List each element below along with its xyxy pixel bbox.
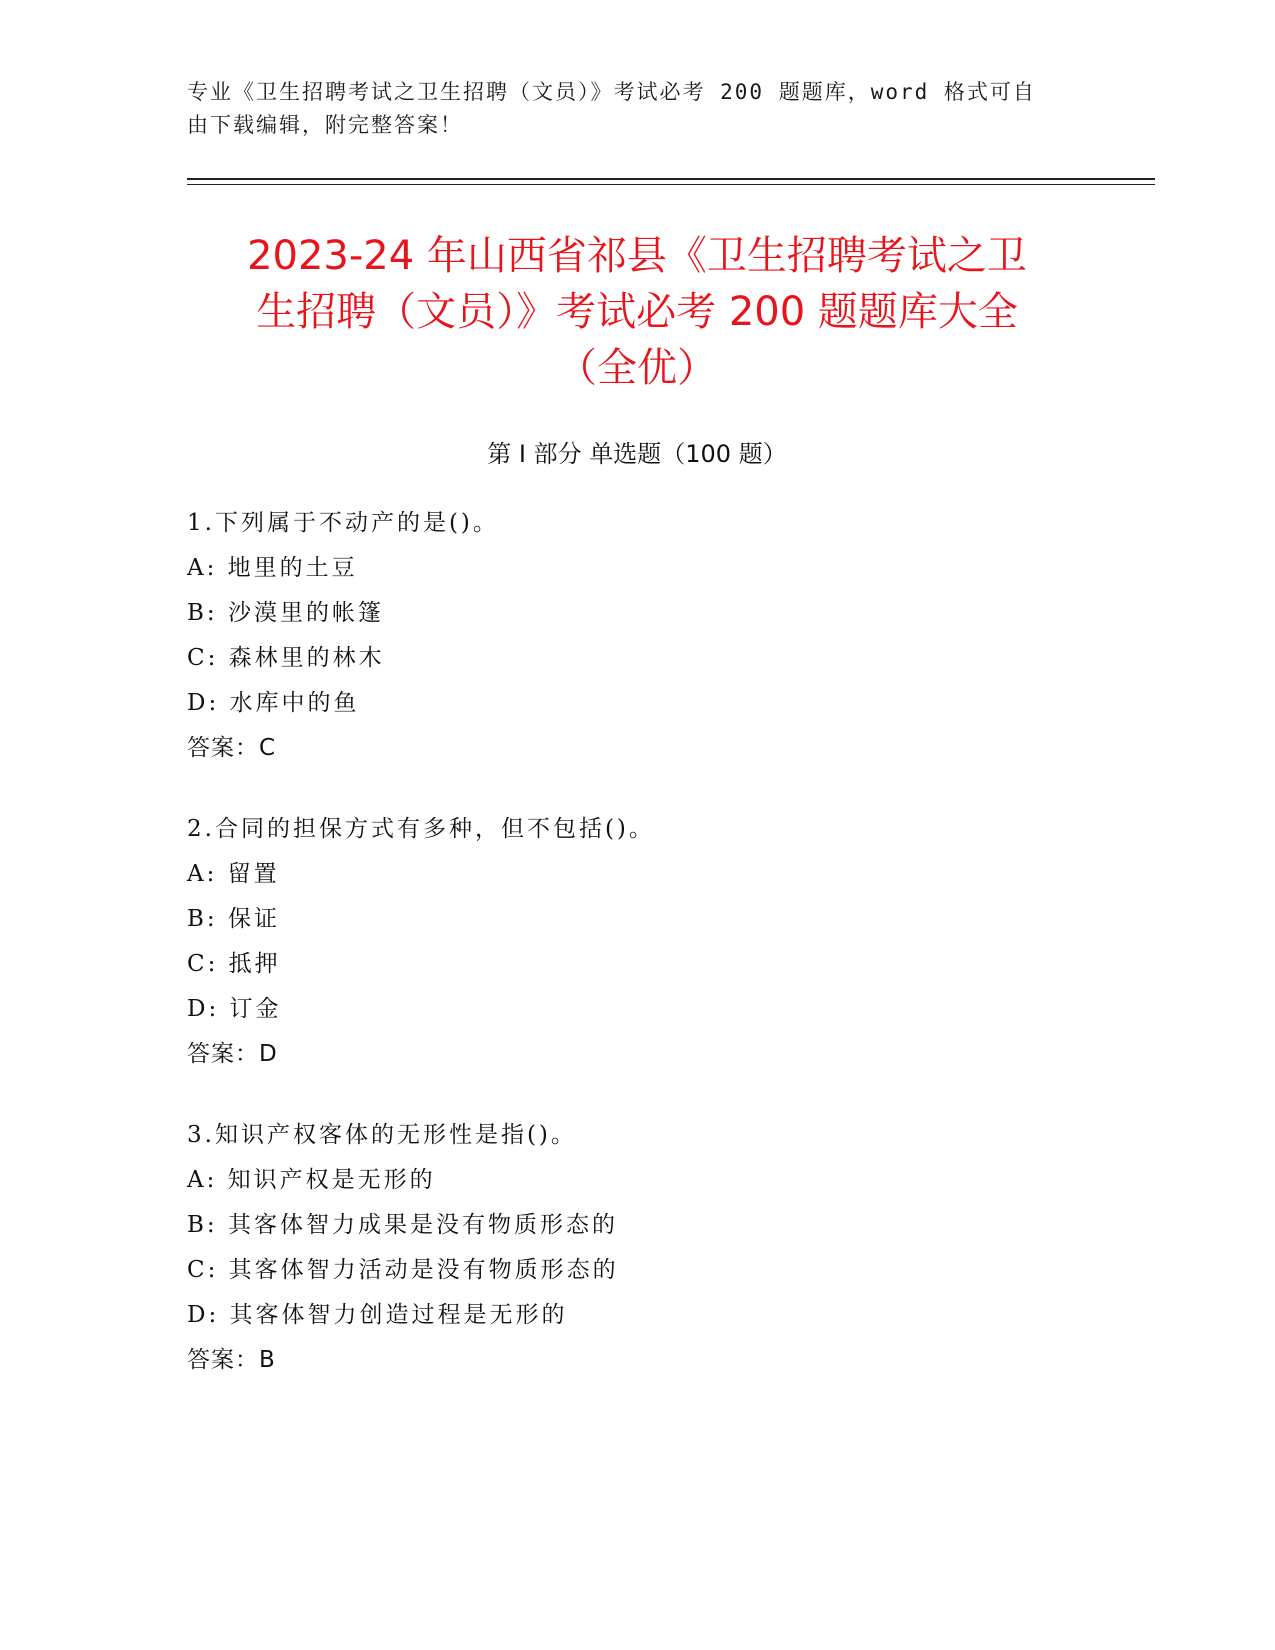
title-line-1: 2023-24 年山西省祁县《卫生招聘考试之卫 bbox=[247, 233, 1027, 279]
section-title: 第 I 部分 单选题（100 题） bbox=[487, 440, 787, 468]
question-3 bbox=[187, 1113, 1087, 1383]
title-line-3: （全优） bbox=[557, 345, 717, 391]
answer: 答案：C bbox=[187, 735, 277, 761]
option-b: B: 沙漠里的帐篷 bbox=[187, 600, 384, 626]
header-note-line-2: 由下载编辑，附完整答案！ bbox=[187, 113, 463, 137]
header-rule-thick bbox=[187, 178, 1155, 180]
title-line-2: 生招聘（文员）》考试必考 200 题题库大全 bbox=[256, 289, 1018, 335]
question-stem: 2.合同的担保方式有多种，但不包括()。 bbox=[187, 816, 655, 842]
question-stem: 1.下列属于不动产的是()。 bbox=[187, 510, 499, 536]
option-a: A: 留置 bbox=[187, 861, 280, 887]
document-title bbox=[187, 228, 1087, 396]
option-c: C: 森林里的林木 bbox=[187, 645, 385, 671]
option-c: C: 抵押 bbox=[187, 951, 281, 977]
option-b: B: 保证 bbox=[187, 906, 280, 932]
answer: 答案：D bbox=[187, 1041, 278, 1067]
question-1 bbox=[187, 501, 1087, 771]
question-2 bbox=[187, 807, 1087, 1077]
header-note-line-1: 专业《卫生招聘考试之卫生招聘（文员）》考试必考 200 题题库，word 格式可自 bbox=[187, 80, 1036, 104]
header-note bbox=[187, 76, 1067, 142]
option-d: D: 订金 bbox=[187, 996, 282, 1022]
question-stem: 3.知识产权客体的无形性是指()。 bbox=[187, 1122, 577, 1148]
option-a: A: 知识产权是无形的 bbox=[187, 1167, 436, 1193]
option-d: D: 其客体智力创造过程是无形的 bbox=[187, 1302, 568, 1328]
option-d: D: 水库中的鱼 bbox=[187, 690, 360, 716]
header-rule-thin bbox=[187, 184, 1155, 185]
option-a: A: 地里的土豆 bbox=[187, 555, 358, 581]
answer: 答案：B bbox=[187, 1347, 276, 1373]
option-b: B: 其客体智力成果是没有物质形态的 bbox=[187, 1212, 618, 1238]
option-c: C: 其客体智力活动是没有物质形态的 bbox=[187, 1257, 619, 1283]
